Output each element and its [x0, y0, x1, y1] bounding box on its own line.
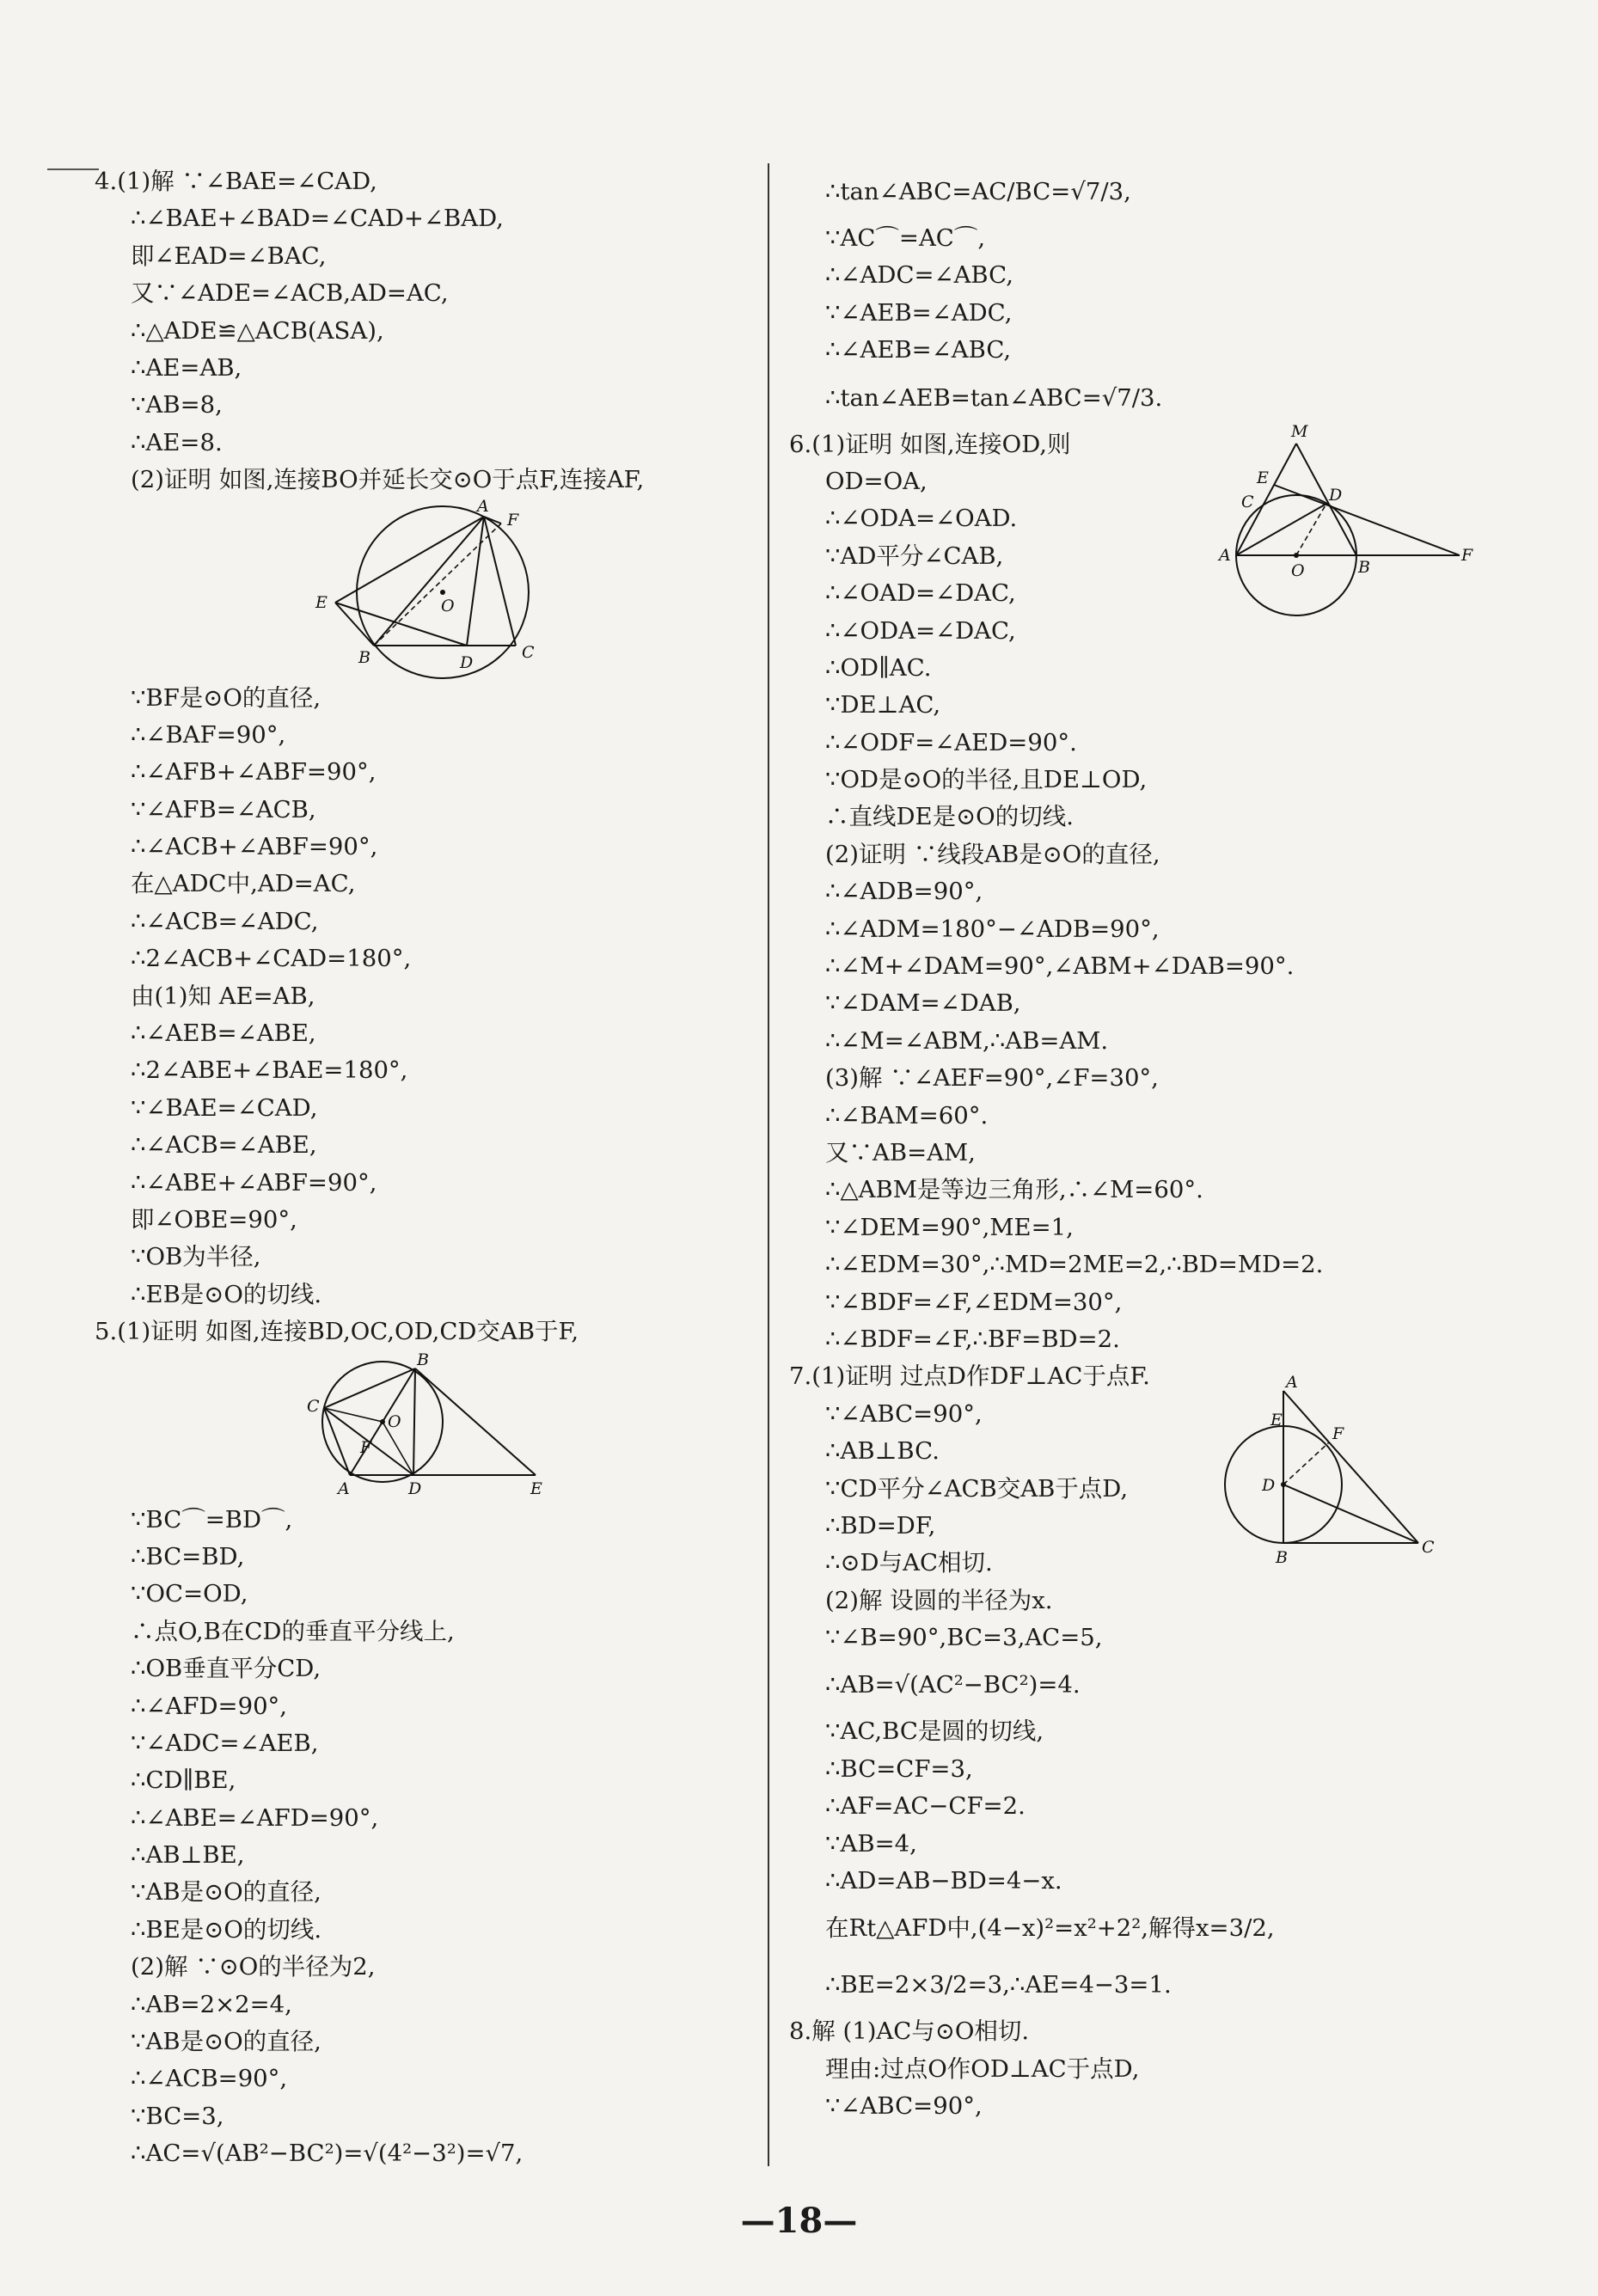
- q6-line: ∵∠BDF=∠F,∠EDM=30°,: [825, 1288, 1123, 1316]
- q5-line: ∴tan∠ABC=AC/BC=√7/3,: [825, 178, 1131, 205]
- q6-line: ∵∠DEM=90°,ME=1,: [825, 1213, 1074, 1241]
- q4-line: 由(1)知 AE=AB,: [131, 982, 315, 1010]
- q4-line: 4.(1)解 ∵∠BAE=∠CAD,: [95, 168, 377, 195]
- q4-line: ∴2∠ACB+∠CAD=180°,: [131, 945, 412, 973]
- q5-line: ∴AC=√(AB²−BC²)=√(4²−3²)=√7,: [131, 2140, 523, 2168]
- q7-line: ∴BC=CF=3,: [825, 1754, 973, 1783]
- q5-line: ∵∠ADC=∠AEB,: [131, 1729, 319, 1757]
- q4-line: ∴△ADE≌△ACB(ASA),: [131, 316, 384, 345]
- q4-geometry-diagram: [297, 499, 554, 680]
- q4-line: 即∠OBE=90°,: [131, 1205, 297, 1234]
- q5-figure: [95, 1351, 756, 1502]
- q4-line: ∵∠BAE=∠CAD,: [131, 1093, 318, 1122]
- q6-block: [789, 421, 1494, 762]
- q7-line: 7.(1)证明 过点D作DF⊥AC于点F.: [789, 1362, 1150, 1391]
- q4-line: ∴AE=8.: [131, 428, 223, 456]
- q6-label-D: D: [1329, 485, 1343, 505]
- q6-line: ∴∠BDF=∠F,∴BF=BD=2.: [825, 1325, 1120, 1353]
- q5-line: ∵AB是⊙O的直径,: [131, 1878, 321, 1907]
- left-column: [95, 163, 756, 2173]
- q8-line: ∵∠ABC=90°,: [825, 2092, 983, 2121]
- q6-line: ∴∠ODF=∠AED=90°.: [825, 728, 1077, 756]
- q5-line: 5.(1)证明 如图,连接BD,OC,OD,CD交AB于F,: [95, 1318, 579, 1346]
- q7-line: ∴AD=AB−BD=4−x.: [825, 1867, 1062, 1895]
- q5-line: ∵AB是⊙O的直径,: [131, 2028, 321, 2056]
- q5-line: ∴tan∠AEB=tan∠ABC=√7/3.: [825, 383, 1163, 412]
- q7-line: ∵∠B=90°,BC=3,AC=5,: [825, 1624, 1103, 1652]
- q5-line: ∴AB⊥BE,: [131, 1841, 245, 1870]
- q4-line: ∴∠AFB+∠ABF=90°,: [131, 758, 377, 787]
- q7-line: 在Rt△AFD中,(4−x)²=x²+2²,解得x=3/2,: [825, 1914, 1275, 1943]
- q5-line: ∵∠AEB=∠ADC,: [825, 298, 1013, 327]
- q5-line: ∴∠AFD=90°,: [131, 1692, 288, 1720]
- q4-line: ∴2∠ABE+∠BAE=180°,: [131, 1056, 408, 1085]
- q6-geometry-diagram: [1202, 418, 1477, 624]
- q4-line: ∵OB为半径,: [131, 1243, 261, 1271]
- q7-line: ∴⊙D与AC相切.: [825, 1549, 993, 1577]
- q6-line: ∴∠OAD=∠DAC,: [825, 579, 1016, 608]
- q7-line: ∵∠ABC=90°,: [825, 1399, 983, 1428]
- q4-line: ∴AE=AB,: [131, 353, 242, 382]
- q6-line: ∴∠ADB=90°,: [825, 878, 983, 906]
- q6-line: ∴△ABM是等边三角形,∴∠M=60°.: [825, 1176, 1203, 1204]
- q6-line: ∴∠ADM=180°−∠ADB=90°,: [825, 915, 1160, 943]
- q6-line: ∵OD是⊙O的半径,且DE⊥OD,: [825, 766, 1148, 794]
- q4-line: 又∵∠ADE=∠ACB,AD=AC,: [131, 279, 449, 308]
- q7-line: ∴BE=2×3/2=3,∴AE=4−3=1.: [825, 1971, 1172, 1999]
- q7-line: ∵AB=4,: [825, 1829, 917, 1858]
- q4-line: ∵AB=8,: [131, 391, 223, 419]
- q5-line: ∴AB=2×2=4,: [131, 1990, 292, 2018]
- q6-label-C: C: [1241, 492, 1254, 511]
- q6-line: ∴∠BAM=60°.: [825, 1101, 989, 1130]
- q7-line: ∴BD=DF,: [825, 1511, 936, 1540]
- q5-seg-BD: [413, 1368, 415, 1475]
- q6-line: (2)证明 ∵线段AB是⊙O的直径,: [825, 840, 1160, 868]
- q5-line: ∵BC⌒=BD⌒,: [131, 1505, 293, 1534]
- q5-line: ∴∠ADC=∠ABC,: [825, 261, 1013, 290]
- q8-line: 8.解 (1)AC与⊙O相切.: [789, 2017, 1030, 2046]
- q5-center-dot: [380, 1419, 385, 1424]
- q7-seg-AC: [1283, 1391, 1418, 1543]
- q5-line: ∴CD∥BE,: [131, 1766, 236, 1795]
- q4-line: ∵∠AFB=∠ACB,: [131, 795, 316, 823]
- q4-line: ∴∠AEB=∠ABE,: [131, 1019, 316, 1048]
- q4-label-E: E: [315, 592, 328, 612]
- q6-line: ∴直线DE是⊙O的切线.: [825, 803, 1074, 831]
- q6-center-dot: [1294, 553, 1299, 558]
- q4-center-dot: [440, 590, 445, 595]
- q5-line: ∴∠AEB=∠ABC,: [825, 336, 1012, 364]
- q6-label-O: O: [1291, 560, 1305, 580]
- q6-line: 6.(1)证明 如图,连接OD,则: [789, 430, 1071, 458]
- q5-line: ∵OC=OD,: [131, 1580, 248, 1608]
- q7-label-B: B: [1276, 1548, 1288, 1568]
- q6-label-E: E: [1257, 468, 1269, 487]
- q6-line: ∵AD平分∠CAB,: [825, 542, 1004, 570]
- q5-line: ∴∠ACB=90°,: [131, 2065, 288, 2093]
- q4-seg-BF: [374, 523, 501, 646]
- q4-line: ∴∠BAF=90°,: [131, 720, 286, 749]
- q4-line: ∵BF是⊙O的直径,: [131, 683, 321, 712]
- q4-line: ∴∠ACB=∠ABE,: [131, 1131, 317, 1160]
- q5-geometry-diagram: [288, 1351, 563, 1502]
- q4-line: ∴∠ACB+∠ABF=90°,: [131, 833, 378, 861]
- q5-seg-BE: [415, 1368, 536, 1475]
- q4-line: 即∠EAD=∠BAC,: [131, 242, 327, 270]
- q6-line: ∴∠ODA=∠DAC,: [825, 616, 1016, 645]
- q5-line: ∴点O,B在CD的垂直平分线上,: [131, 1617, 455, 1645]
- q5-line: ∴∠ABE=∠AFD=90°,: [131, 1803, 379, 1832]
- q8-line: 理由:过点O作OD⊥AC于点D,: [825, 2054, 1140, 2083]
- q4-label-B: B: [358, 647, 370, 667]
- q5-line: ∴BE是⊙O的切线.: [131, 1915, 322, 1944]
- q5-line: ∴BC=BD,: [131, 1542, 245, 1570]
- q6-line: OD=OA,: [825, 467, 928, 495]
- q7-line: ∴AB⊥BC.: [825, 1437, 940, 1466]
- q5-label-A: A: [338, 1479, 350, 1498]
- q7-label-F: F: [1332, 1424, 1344, 1444]
- q7-line: (2)解 设圆的半径为x.: [825, 1586, 1053, 1614]
- q6-label-A: A: [1219, 545, 1231, 565]
- q5-line: ∵BC=3,: [131, 2102, 224, 2130]
- q6-line: (3)解 ∵∠AEF=90°,∠F=30°,: [825, 1064, 1159, 1093]
- q5-line: ∴OB垂直平分CD,: [131, 1655, 321, 1683]
- q6-line: ∵DE⊥AC,: [825, 691, 941, 719]
- q5-label-F: F: [360, 1437, 372, 1457]
- q4-seg-EA: [335, 517, 484, 603]
- q5-line: ∵AC⌒=AC⌒,: [825, 224, 986, 252]
- q4-figure: [95, 499, 756, 680]
- q5-line: (2)解 ∵⊙O的半径为2,: [131, 1953, 376, 1981]
- page-number: —18—: [740, 2201, 858, 2241]
- q5-label-D: D: [408, 1479, 422, 1498]
- q7-label-E: E: [1270, 1411, 1283, 1430]
- q4-seg-AD: [467, 517, 484, 646]
- q7-line: ∴AB=√(AC²−BC²)=4.: [825, 1671, 1081, 1699]
- q4-line: ∴∠BAE+∠BAD=∠CAD+∠BAD,: [131, 205, 504, 233]
- q7-block: [789, 1358, 1494, 2125]
- q6-line: ∴∠EDM=30°,∴MD=2ME=2,∴BD=MD=2.: [825, 1251, 1324, 1279]
- q4-label-F: F: [507, 510, 519, 530]
- q4-label-O: O: [441, 596, 455, 615]
- q6-line: 又∵AB=AM,: [825, 1138, 976, 1166]
- q7-label-C: C: [1422, 1538, 1435, 1558]
- q4-seg-AB: [374, 517, 484, 646]
- q5-label-B: B: [417, 1350, 429, 1369]
- q7-seg-DC: [1283, 1485, 1418, 1543]
- q5-label-O: O: [388, 1411, 401, 1431]
- q5-label-C: C: [307, 1396, 320, 1416]
- q4-label-C: C: [522, 642, 535, 662]
- top-rule: [47, 168, 99, 170]
- q7-seg-DF: [1283, 1442, 1329, 1485]
- q6-line: ∴OD∥AC.: [825, 653, 932, 682]
- q6-line: ∴∠ODA=∠OAD.: [825, 505, 1018, 533]
- q4-line: ∴∠ACB=∠ADC,: [131, 907, 319, 935]
- q5-label-E: E: [530, 1479, 542, 1498]
- q6-line: ∵∠DAM=∠DAB,: [825, 989, 1021, 1018]
- q7-geometry-diagram: [1219, 1375, 1442, 1582]
- q6-label-M: M: [1291, 421, 1308, 441]
- q7-label-A: A: [1286, 1375, 1298, 1393]
- q4-label-A: A: [477, 499, 489, 516]
- q5-seg-CB: [324, 1368, 415, 1408]
- q6-line: ∴∠M=∠ABM,∴AB=AM.: [825, 1026, 1109, 1055]
- right-column: [789, 163, 1494, 2126]
- q7-line: ∵AC,BC是圆的切线,: [825, 1717, 1044, 1746]
- q4-label-D: D: [460, 652, 474, 672]
- q4-line: ∴∠ABE+∠ABF=90°,: [131, 1168, 377, 1197]
- q4-line: (2)证明 如图,连接BO并延长交⊙O于点F,连接AF,: [131, 466, 645, 494]
- column-divider: [768, 163, 769, 2166]
- q7-center-dot: [1281, 1482, 1286, 1487]
- q4-line: ∴EB是⊙O的切线.: [131, 1280, 322, 1308]
- q6-line: ∴∠M+∠DAM=90°,∠ABM+∠DAB=90°.: [825, 952, 1295, 981]
- q6-label-B: B: [1358, 557, 1370, 577]
- q6-label-F: F: [1461, 545, 1473, 565]
- q4-line: 在△ADC中,AD=AC,: [131, 870, 356, 898]
- q7-line: ∵CD平分∠ACB交AB于点D,: [825, 1474, 1129, 1503]
- q7-line: ∴AF=AC−CF=2.: [825, 1792, 1026, 1821]
- q7-label-D: D: [1262, 1476, 1276, 1496]
